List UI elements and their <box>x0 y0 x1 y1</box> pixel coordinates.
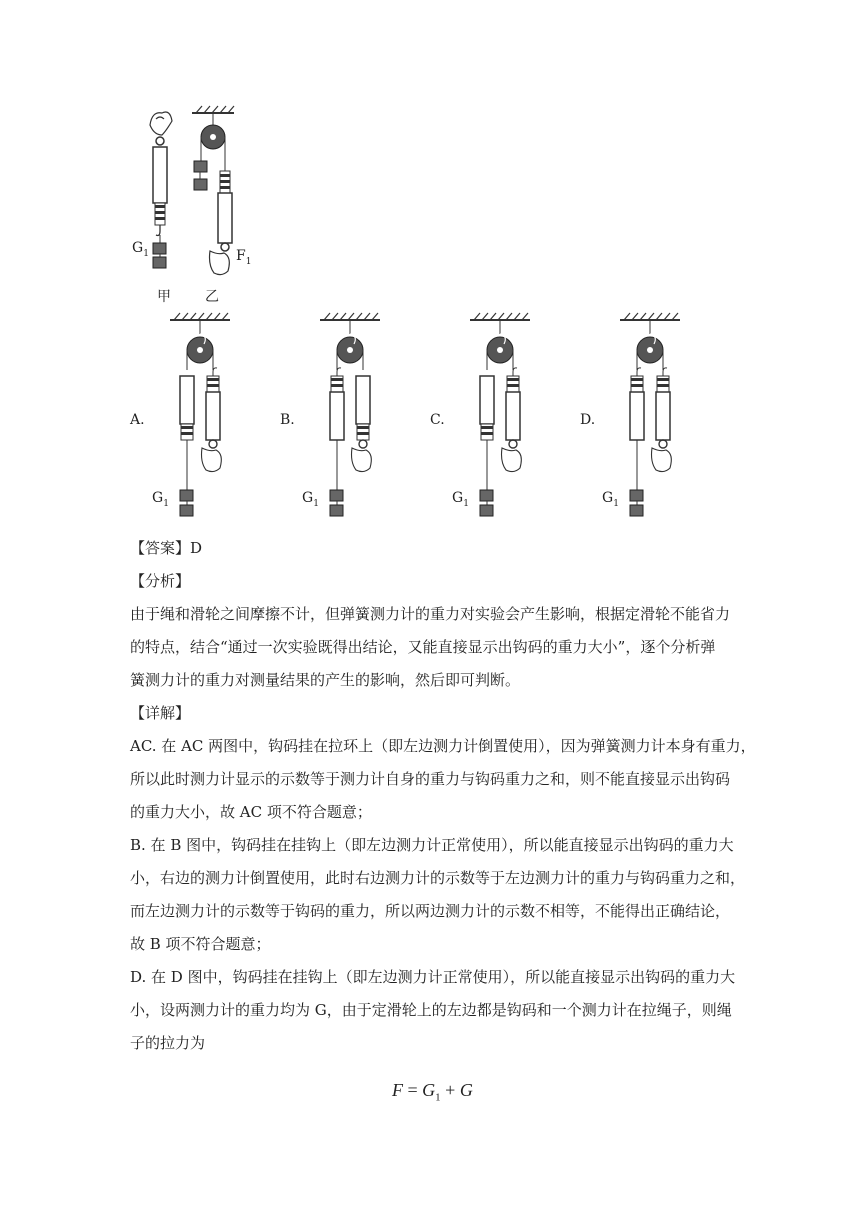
detail-line: 小，右边的测力计倒置使用，此时右边测力计的示数等于左边测力计的重力与钩码重力之和， <box>130 869 746 887</box>
figure-caption-jia: 甲 <box>157 289 171 305</box>
weight-block <box>153 257 166 268</box>
detail-line: 所以此时测力计显示的示数等于测力计自身的重力与钩码重力之和，则不能直接显示出钩码 <box>130 770 731 788</box>
option-label: D. <box>580 412 596 428</box>
option-label: A. <box>130 412 145 428</box>
weight-label: $G_1$ <box>302 490 319 509</box>
weight-label: $G_1$ <box>132 240 149 259</box>
hand-icon <box>652 448 672 472</box>
weight-label: $G_1$ <box>452 490 469 509</box>
detail-line: 故 B 项不符合题意； <box>130 935 271 953</box>
detail-line: D. 在 D 图中，钩码挂在挂钩上（即左边测力计正常使用），所以能直接显示出钩码的重力大 <box>130 968 736 986</box>
detail-line: 子的拉力为 <box>130 1034 206 1052</box>
weight-label: $G_1$ <box>602 490 619 509</box>
option-figure <box>318 312 398 522</box>
spring-scale-body <box>153 147 167 203</box>
analysis-line: 簧测力计的重力对测量结果的产生的影响，然后即可判断。 <box>130 671 521 689</box>
hand-icon <box>210 251 230 275</box>
hand-icon <box>150 112 172 135</box>
weight-label: $G_1$ <box>152 490 169 509</box>
option-figure <box>468 312 548 522</box>
answer: 【答案】D <box>130 539 203 557</box>
option-label: C. <box>430 412 445 428</box>
analysis-heading: 【分析】 <box>130 572 191 590</box>
force-label: $F_1$ <box>236 248 252 267</box>
analysis-line: 由于绳和滑轮之间摩擦不计，但弹簧测力计的重力对实验会产生影响，根据定滑轮不能省力 <box>130 605 731 623</box>
detail-line: B. 在 B 图中，钩码挂在挂钩上（即左边测力计正常使用），所以能直接显示出钩码的重力大 <box>130 836 734 854</box>
weight-block <box>153 243 166 254</box>
hand-icon <box>202 448 222 472</box>
analysis-line: 的特点，结合“通过一次实验既得出结论，又能直接显示出钩码的重力大小”，逐个分析弹 <box>130 638 716 656</box>
detail-line: 而左边测力计的示数等于钩码的重力，所以两边测力计的示数不相等，不能得出正确结论， <box>130 902 731 920</box>
option-figure <box>618 312 698 522</box>
detail-line: AC. 在 AC 两图中，钩码挂在拉环上（即左边测力计倒置使用），因为弹簧测力计本身有重力， <box>130 737 756 755</box>
detail-line: 小，设两测力计的重力均为 G，由于定滑轮上的左边都是钩码和一个测力计在拉绳子，则绳 <box>130 1001 732 1019</box>
figure-caption-yi: 乙 <box>205 289 219 305</box>
option-label: B. <box>280 412 295 428</box>
option-figure <box>168 312 248 522</box>
hand-icon <box>502 448 522 472</box>
detail-heading: 【详解】 <box>130 704 191 722</box>
detail-line: 的重力大小，故 AC 项不符合题意； <box>130 803 372 821</box>
formula: $F = G_1 + G$ <box>392 1080 473 1104</box>
hand-icon <box>352 448 372 472</box>
